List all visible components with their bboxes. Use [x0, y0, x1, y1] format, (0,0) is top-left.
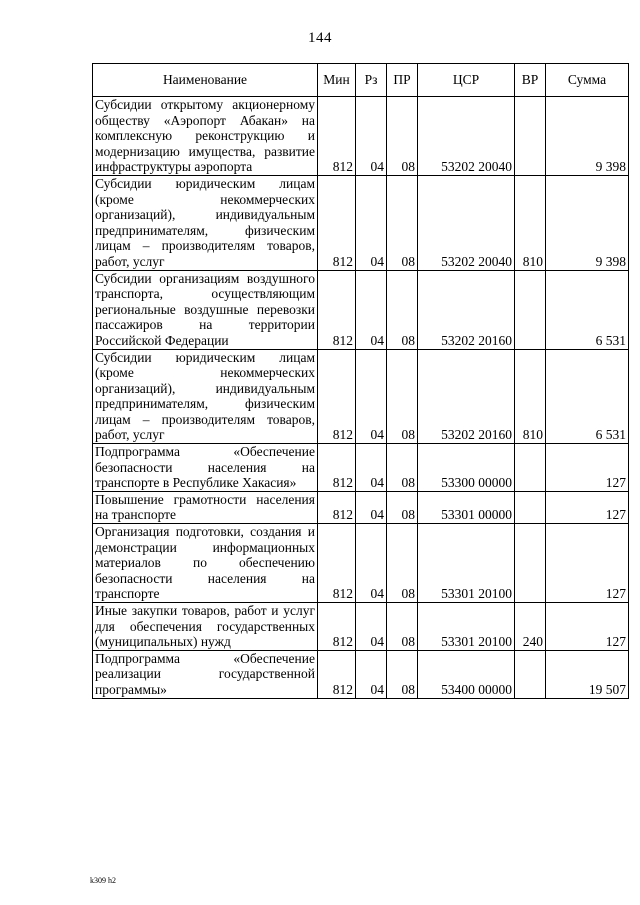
row-rz: 04 [356, 349, 387, 444]
header-rz: Рз [356, 64, 387, 97]
row-name: Субсидии открытому акционерному обществу «Аэропорт Абакан» на комплексную реконструкцию и модернизацию имущества, развитие инфраструктуры аэропорта [93, 97, 318, 176]
row-pr: 08 [387, 97, 418, 176]
table-row [93, 349, 629, 444]
table-row [93, 444, 629, 492]
row-sum: 127 [546, 524, 629, 603]
row-name: Субсидии организациям воздушного транспорта, осуществляющим региональные воздушные перевозки пассажиров на территории Российской Федерации [93, 270, 318, 349]
row-min: 812 [318, 175, 356, 270]
row-csr: 53400 00000 [418, 650, 515, 698]
row-vr [515, 491, 546, 523]
header-min: Мин [318, 64, 356, 97]
table-header-row [93, 64, 629, 97]
row-rz: 04 [356, 650, 387, 698]
table-row [93, 603, 629, 651]
row-min: 812 [318, 524, 356, 603]
row-sum: 9 398 [546, 97, 629, 176]
row-min: 812 [318, 491, 356, 523]
row-sum: 6 531 [546, 270, 629, 349]
header-vr: ВР [515, 64, 546, 97]
row-csr: 53300 00000 [418, 444, 515, 492]
row-sum: 127 [546, 444, 629, 492]
row-pr: 08 [387, 270, 418, 349]
row-min: 812 [318, 349, 356, 444]
row-vr [515, 97, 546, 176]
row-name: Субсидии юридическим лицам (кроме некоммерческих организаций), индивидуальным предпринимателям, физическим лицам – производителям товаров, работ, услуг [93, 349, 318, 444]
document-code: k309 h2 [90, 876, 116, 885]
row-vr [515, 650, 546, 698]
row-pr: 08 [387, 349, 418, 444]
row-rz: 04 [356, 603, 387, 651]
row-vr [515, 270, 546, 349]
row-pr: 08 [387, 524, 418, 603]
row-name: Иные закупки товаров, работ и услуг для обеспечения государственных (муниципальных) нужд [93, 603, 318, 651]
row-csr: 53301 20100 [418, 524, 515, 603]
row-vr: 810 [515, 349, 546, 444]
row-csr: 53301 20100 [418, 603, 515, 651]
row-pr: 08 [387, 650, 418, 698]
row-name: Повышение грамотности населения на транспорте [93, 491, 318, 523]
row-pr: 08 [387, 175, 418, 270]
row-rz: 04 [356, 524, 387, 603]
row-min: 812 [318, 444, 356, 492]
row-min: 812 [318, 97, 356, 176]
row-sum: 127 [546, 603, 629, 651]
row-min: 812 [318, 603, 356, 651]
table-row [93, 650, 629, 698]
row-min: 812 [318, 270, 356, 349]
row-csr: 53202 20160 [418, 270, 515, 349]
table-row [93, 270, 629, 349]
row-vr: 810 [515, 175, 546, 270]
page-number: 144 [308, 30, 332, 46]
row-rz: 04 [356, 97, 387, 176]
table-row [93, 97, 629, 176]
row-name: Организация подготовки, создания и демонстрации информационных материалов по обеспечению безопасности населения на транспорте [93, 524, 318, 603]
row-csr: 53202 20160 [418, 349, 515, 444]
row-name: Подпрограмма «Обеспечение безопасности населения на транспорте в Республике Хакасия» [93, 444, 318, 492]
row-sum: 19 507 [546, 650, 629, 698]
row-csr: 53202 20040 [418, 175, 515, 270]
row-vr [515, 524, 546, 603]
header-name: Наименование [93, 64, 318, 97]
row-pr: 08 [387, 491, 418, 523]
row-name: Субсидии юридическим лицам (кроме некоммерческих организаций), индивидуальным предпринимателям, физическим лицам – производителям товаров, работ, услуг [93, 175, 318, 270]
budget-table [92, 63, 629, 699]
row-csr: 53202 20040 [418, 97, 515, 176]
row-name: Подпрограмма «Обеспечение реализации государственной программы» [93, 650, 318, 698]
row-csr: 53301 00000 [418, 491, 515, 523]
row-rz: 04 [356, 175, 387, 270]
row-rz: 04 [356, 491, 387, 523]
table-row [93, 175, 629, 270]
row-pr: 08 [387, 603, 418, 651]
row-rz: 04 [356, 270, 387, 349]
row-sum: 9 398 [546, 175, 629, 270]
row-sum: 6 531 [546, 349, 629, 444]
table-row [93, 491, 629, 523]
header-sum: Сумма [546, 64, 629, 97]
row-vr [515, 444, 546, 492]
row-min: 812 [318, 650, 356, 698]
row-pr: 08 [387, 444, 418, 492]
header-pr: ПР [387, 64, 418, 97]
row-sum: 127 [546, 491, 629, 523]
row-vr: 240 [515, 603, 546, 651]
header-csr: ЦСР [418, 64, 515, 97]
table-row [93, 524, 629, 603]
row-rz: 04 [356, 444, 387, 492]
